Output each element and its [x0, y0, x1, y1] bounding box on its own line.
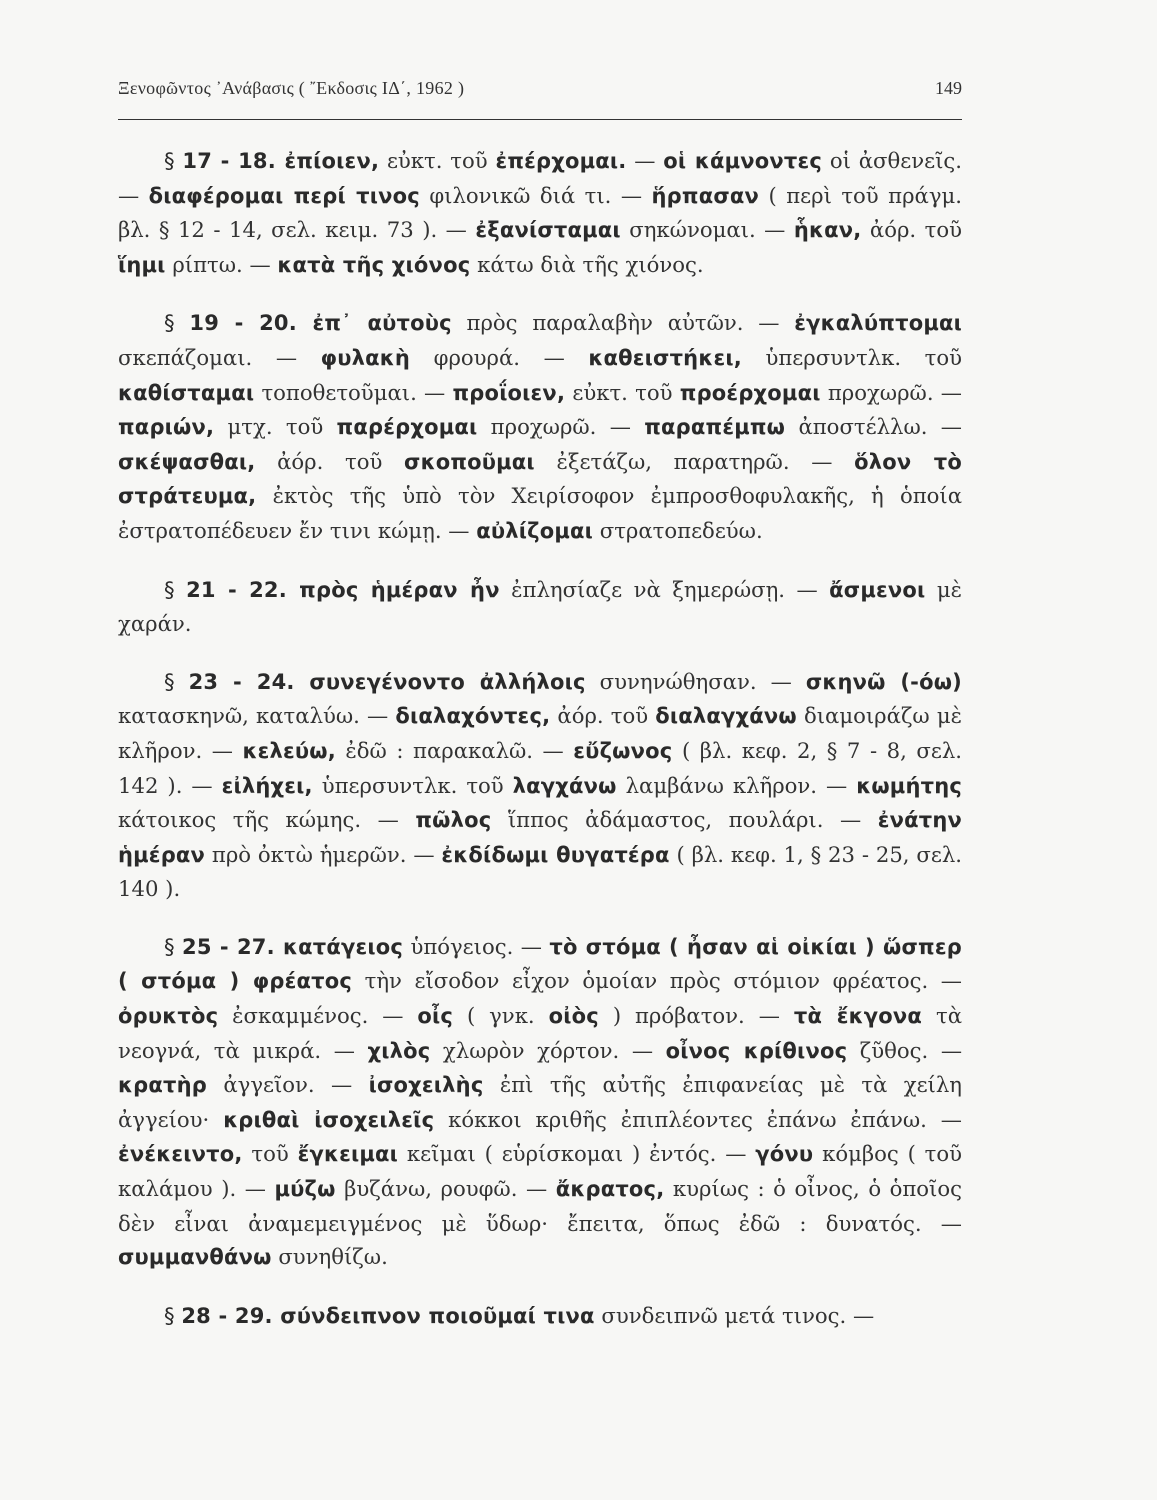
gloss-text: κεῖμαι ( εὑρίσκομαι ) ἐντός. —: [398, 1141, 756, 1167]
lemma-term: ὀρυκτὸς: [118, 1004, 219, 1029]
gloss-text: βυζάνω, ρουφῶ. —: [335, 1176, 556, 1202]
lemma-term: προέρχομαι: [679, 380, 821, 405]
lemma-term: αὐλίζομαι: [476, 518, 593, 543]
lemma-term: πῶλος: [415, 808, 492, 833]
gloss-text: ἐξετάζω, παρατηρῶ. —: [534, 448, 855, 474]
gloss-text: σκεπάζομαι. —: [118, 344, 321, 370]
lemma-term: οἰὸς: [548, 1004, 599, 1029]
lemma-term: συνεγένοντο ἀλλήλοις: [309, 669, 586, 694]
gloss-text: προχωρῶ. —: [477, 414, 645, 440]
lemma-term: ἵημι: [118, 252, 166, 277]
commentary-body: [118, 144, 962, 1357]
gloss-text: χλωρὸν χόρτον. —: [430, 1037, 666, 1063]
gloss-text: ἐπὶ τῆς αὐτῆς ἐπιφανείας μὲ τὰ χείλη ἀγγείου·: [118, 1072, 962, 1132]
lemma-term: ἐπίοιεν,: [284, 149, 380, 173]
lemma-term: σύνδειπνον ποιοῦμαί τινα: [280, 1303, 595, 1328]
gloss-text: πρὸς παραλαβὴν αὐτῶν. —: [451, 310, 795, 336]
gloss-text: συνδειπνῶ μετά τινος. —: [594, 1302, 875, 1328]
gloss-text: στρατοπεδεύω.: [593, 517, 763, 543]
gloss-text: σηκώνομαι. —: [620, 217, 794, 243]
lemma-term: κρατὴρ: [118, 1073, 207, 1098]
gloss-text: ὑπερσυντλκ. τοῦ: [741, 344, 962, 370]
gloss-text: τὰ νεογνά, τὰ μικρά. —: [118, 1003, 963, 1063]
gloss-text: μτχ. τοῦ: [214, 414, 337, 440]
lemma-term: παραπέμπω: [644, 415, 786, 440]
lemma-term: εἰλήχει,: [221, 773, 313, 798]
lemma-term: ἐνέκειντο,: [118, 1142, 243, 1167]
gloss-text: προχωρῶ. —: [820, 379, 962, 405]
gloss-text: ζῦθος. —: [847, 1037, 963, 1063]
gloss-text: κυρίως : ὁ οἶνος, ὁ ὁποῖος δὲν εἶναι ἀναμεμειγμένος μὲ ὕδωρ· ἔπειτα, ὅπως ἐδῶ : δυνατός. —: [118, 1176, 962, 1236]
gloss-text: ἀόρ. τοῦ: [255, 448, 405, 474]
lemma-term: γόνυ: [755, 1142, 814, 1167]
gloss-text: φιλονικῶ διά τι. —: [419, 182, 652, 208]
lemma-term: ἐπ᾿ αὐτοὺς: [312, 311, 452, 336]
gloss-text: κάτοικος τῆς κώμης. —: [118, 807, 416, 833]
gloss-text: ρίπτω. —: [165, 251, 278, 277]
gloss-text: ( βλ. κεφ. 2, § 7 - 8, σελ. 142 ). —: [118, 737, 963, 798]
lemma-term: διαλαχόντες,: [395, 704, 551, 729]
gloss-text: μὲ χαράν.: [118, 576, 963, 637]
page-number: 149: [935, 78, 962, 98]
gloss-text: εὐκτ. τοῦ: [565, 379, 680, 405]
gloss-text: κατασκηνῶ, καταλύω. —: [118, 703, 396, 729]
lemma-term: οἶνος κρίθινος: [665, 1038, 848, 1063]
running-title: Ξενοφῶντος ᾿Ανάβασις ( ῎Εκδοσις ΙΔ΄, 1962 ): [118, 78, 465, 98]
lemma-term: λαγχάνω: [512, 773, 617, 798]
lemma-term: 21 - 22.: [186, 577, 300, 602]
lemma-term: προΐοιεν,: [452, 380, 566, 405]
lemma-term: ἐγκαλύπτομαι: [794, 311, 962, 336]
gloss-text: πρὸ ὀκτὼ ἡμερῶν. —: [205, 841, 442, 867]
lemma-term: πρὸς ἡμέραν ἦν: [299, 577, 500, 602]
lemma-term: μύζω: [274, 1177, 336, 1202]
gloss-text: οἱ ἀσθενεῖς. —: [118, 148, 962, 208]
gloss-text: ( γνκ.: [453, 1003, 549, 1029]
gloss-text: ἀποστέλλω. —: [785, 414, 962, 440]
gloss-text: ( βλ. κεφ. 1, § 23 - 25, σελ. 140 ).: [118, 841, 962, 902]
gloss-text: τοποθετοῦμαι. —: [254, 379, 453, 405]
gloss-text: συνηθίζω.: [271, 1244, 388, 1270]
lemma-term: κωμήτης: [856, 773, 962, 798]
gloss-text: εὐκτ. τοῦ: [379, 148, 496, 173]
lemma-term: φυλακὴ: [320, 345, 411, 370]
lemma-term: κατὰ τῆς χιόνος: [277, 252, 471, 277]
section-sign: §: [164, 148, 183, 173]
gloss-text: κόκκοι κριθῆς ἐπιπλέοντες ἐπάνω ἐπάνω. —: [434, 1106, 962, 1132]
lemma-term: ἰσοχειλὴς: [368, 1073, 484, 1098]
gloss-text: κάτω διὰ τῆς χιόνος.: [470, 251, 704, 277]
lemma-term: τὰ ἔκγονα: [793, 1004, 923, 1029]
lemma-term: συμμανθάνω: [118, 1245, 272, 1270]
lemma-term: χιλὸς: [367, 1038, 431, 1063]
gloss-text: ὑπόγειος. —: [403, 933, 550, 959]
gloss-text: ἵππος ἀδάμαστος, πουλάρι. —: [491, 807, 878, 833]
gloss-text: τὴν εἴσοδον εἶχον ὁμοίαν πρὸς στόμιον φρέατος. —: [352, 968, 962, 994]
lemma-term: σκοποῦμαι: [404, 449, 535, 474]
gloss-text: ἀόρ. τοῦ: [550, 703, 656, 729]
section-sign: §: [164, 1302, 182, 1328]
section-sign: §: [164, 933, 183, 959]
lemma-term: κελεύω,: [242, 738, 336, 763]
lemma-term: καθίσταμαι: [118, 380, 255, 405]
gloss-text: τοῦ: [242, 1141, 298, 1167]
lemma-term: διαφέρομαι περί τινος: [148, 183, 420, 208]
lemma-term: ἄσμενοι: [829, 577, 926, 602]
gloss-text: ἐκτὸς τῆς ὑπὸ τὸν Χειρίσοφον ἐμπροσθοφυλακῆς, ἡ ὁποία ἐστρατοπέδευεν ἔν τινι κώμῃ. —: [118, 483, 962, 543]
lemma-term: διαλαγχάνω: [655, 704, 797, 729]
commentary-paragraph-p23: [118, 665, 962, 906]
lemma-term: 28 - 29.: [181, 1303, 281, 1328]
lemma-term: ἐπέρχομαι.: [495, 149, 627, 173]
gloss-text: ἀγγεῖον. —: [206, 1072, 369, 1098]
gloss-text: διαμοιράζω μὲ κλῆρον. —: [118, 703, 962, 763]
lemma-term: ἔγκειμαι: [297, 1142, 399, 1167]
lemma-term: ἥρπασαν: [651, 183, 760, 208]
gloss-text: ἀόρ. τοῦ: [861, 217, 962, 243]
gloss-text: φρουρά. —: [410, 344, 589, 370]
gloss-text: ἐσκαμμένος. —: [218, 1003, 418, 1029]
lemma-term: παριών,: [118, 415, 215, 440]
lemma-term: τὸ στόμα ( ἦσαν αἱ οἰκίαι ) ὥσπερ ( στόμα ) φρέατος: [118, 934, 962, 994]
lemma-term: 25 - 27.: [182, 934, 283, 959]
gloss-text: λαμβάνω κλῆρον. —: [616, 772, 857, 798]
commentary-paragraph-p28: [118, 1299, 962, 1334]
lemma-term: ἐξανίσταμαι: [475, 218, 621, 243]
lemma-term: κριθαὶ ἰσοχειλεῖς: [223, 1107, 435, 1132]
gloss-text: ὑπερσυντλκ. τοῦ: [312, 772, 513, 798]
section-sign: §: [164, 310, 190, 336]
section-sign: §: [164, 668, 189, 694]
lemma-term: καθειστήκει,: [588, 345, 742, 370]
lemma-term: ἧκαν,: [793, 218, 862, 243]
gloss-text: κόμβος ( τοῦ καλάμου ). —: [118, 1141, 963, 1202]
lemma-term: ἐκδίδωμι θυγατέρα: [441, 842, 670, 867]
lemma-term: εὔζωνος: [573, 738, 673, 763]
lemma-term: ἐνάτην ἡμέραν: [118, 808, 962, 867]
lemma-term: ἄκρατος,: [555, 1177, 665, 1202]
lemma-term: σκέψασθαι,: [118, 449, 256, 474]
lemma-term: 23 - 24.: [188, 669, 310, 694]
lemma-term: σκηνῶ (-όω): [805, 669, 962, 694]
lemma-term: 19 - 20.: [189, 311, 313, 336]
gloss-text: συνηνώθησαν. —: [585, 668, 806, 694]
lemma-term: οἱ κάμνοντες: [663, 149, 823, 173]
gloss-text: ) πρόβατον. —: [598, 1003, 794, 1029]
commentary-paragraph-p25: [118, 930, 962, 1275]
commentary-paragraph-p19: [118, 306, 962, 548]
header-rule: [118, 119, 962, 120]
section-sign: §: [164, 576, 187, 602]
gloss-text: —: [626, 148, 664, 173]
commentary-paragraph-p21: [118, 573, 962, 641]
lemma-term: ὅλον τὸ στράτευμα,: [118, 449, 962, 509]
commentary-paragraph-p17: [118, 144, 962, 282]
lemma-term: οἶς: [417, 1004, 454, 1029]
gloss-text: ( περὶ τοῦ πράγμ. βλ. § 12 - 14, σελ. κειμ. 73 ). —: [118, 182, 962, 243]
lemma-term: 17 - 18.: [182, 149, 285, 173]
lemma-term: παρέρχομαι: [336, 415, 478, 440]
lemma-term: κατάγειος: [282, 934, 404, 959]
gloss-text: ἐδῶ : παρακαλῶ. —: [335, 737, 574, 763]
gloss-text: ἐπλησίαζε νὰ ξημερώσῃ. —: [499, 576, 830, 602]
